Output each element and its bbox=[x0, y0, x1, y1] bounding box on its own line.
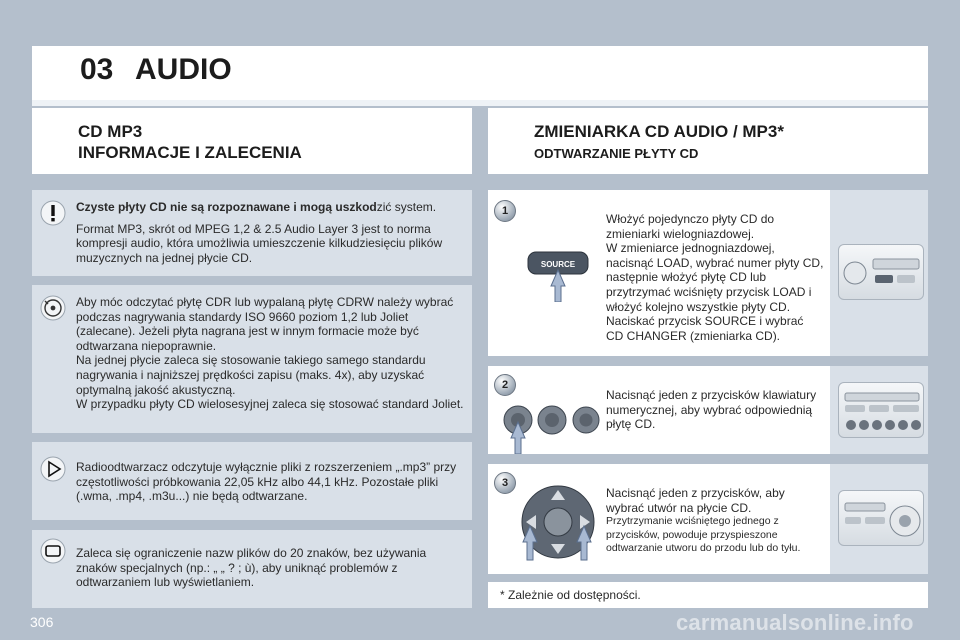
step-number-1: 1 bbox=[494, 200, 516, 222]
warning-lead-rest: zić system. bbox=[376, 200, 437, 214]
info-block-warning bbox=[32, 190, 472, 276]
navigation-device-illustration bbox=[838, 490, 924, 546]
step-number-2: 2 bbox=[494, 374, 516, 396]
right-subtitle: ODTWARZANIE PŁYTY CD bbox=[534, 146, 699, 161]
right-title: ZMIENIARKA CD AUDIO / MP3* bbox=[534, 122, 784, 141]
cd-paragraph-2: Na jednej płycie zaleca się stosowanie takiego samego standardu nagrywania i najniższej prędkości zapisu (maks. 4x), aby uzyskać optymalną jakość akustyczną. bbox=[76, 353, 426, 397]
cd-paragraph-1: Aby móc odczytać płytę CDR lub wypalaną płytę CDRW należy wybrać podczas nagrywania standardy ISO 9660 poziom 1,2 lub Joliet (zalecane). Jeżeli płyta nagrana jest w innym formacie może być odtwarzana niepoprawnie. bbox=[76, 295, 454, 353]
left-title-line2: INFORMACJE I ZALECENIA bbox=[78, 143, 302, 162]
source-button-label: SOURCE bbox=[540, 260, 576, 269]
arrow-keys-illustration bbox=[518, 482, 598, 562]
cd-disc-icon bbox=[38, 293, 68, 323]
footnote-panel bbox=[488, 582, 928, 608]
warning-exclamation-icon bbox=[38, 198, 68, 228]
step-3-panel bbox=[488, 464, 830, 574]
step-1-panel bbox=[488, 190, 830, 356]
left-title-line1: CD MP3 bbox=[78, 122, 143, 141]
cd-paragraph-3: W przypadku płyty CD wielosesyjnej zaleca się stosować standard Joliet. bbox=[76, 397, 464, 412]
filenames-paragraph: Zaleca się ograniczenie nazw plików do 20 znaków, bez używania znaków specjalnych (np.: „ „ ? ; ù), aby uniknąć problemów z odtwarzaniem lub wyświetlaniem. bbox=[76, 546, 427, 590]
warning-paragraph: Format MP3, skrót od MPEG 1,2 & 2.5 Audio Layer 3 jest to norma kompresji audio, która umożliwia umieszczenie kilkudziesięciu plików muzycznych na jednej płycie CD. bbox=[76, 221, 443, 265]
step-1-text: Włożyć pojedynczo płyty CD do zmieniarki wielogniazdowej. W zmieniarce jednogniazdowej, nacisnąć LOAD, wybrać numer płyty CD, następnie włożyć płytę CD lub przytrzymać wciśnięty przycisk LOAD i włożyć kolejno wszystkie płyty CD. Naciskać przycisk SOURCE i wybrać CD CHANGER (zmieniarka CD). bbox=[606, 212, 824, 343]
step-3-device-panel bbox=[830, 464, 928, 574]
chapter-number: 03 bbox=[80, 53, 114, 86]
mp3-paragraph: Radioodtwarzacz odczytuje wyłącznie pliki z rozszerzeniem „.mp3” przy częstotliwości próbkowania 22,05 kHz albo 44,1 kHz. Pozostałe pliki (.wma, .mp4, .m3u...) nie będą odtwarzane. bbox=[76, 460, 457, 504]
left-title-panel bbox=[32, 108, 472, 174]
chapter-header bbox=[32, 46, 928, 101]
header-divider bbox=[32, 100, 928, 106]
step-3-small-text: Przytrzymanie wciśniętego jednego z przycisków, powoduje przyspieszone odtwarzanie utworu do przodu lub do tyłu. bbox=[606, 515, 801, 555]
play-triangle-icon bbox=[38, 454, 68, 484]
step-number-3: 3 bbox=[494, 472, 516, 494]
info-block-mp3 bbox=[32, 442, 472, 520]
source-button-illustration bbox=[524, 246, 594, 302]
step-2-panel bbox=[488, 366, 830, 454]
watermark: carmanualsonline.info bbox=[676, 610, 914, 635]
keypad-device-illustration bbox=[838, 382, 924, 438]
warning-lead-bold: Czyste płyty CD nie są rozpoznawane i mogą uszkod bbox=[76, 200, 377, 214]
step-1-device-panel bbox=[830, 190, 928, 356]
page-number: 306 bbox=[30, 614, 54, 630]
display-screen-icon bbox=[38, 536, 68, 566]
footnote: * Zależnie od dostępności. bbox=[500, 588, 641, 602]
info-block-cd bbox=[32, 285, 472, 433]
step-2-text: Nacisnąć jeden z przycisków klawiatury numerycznej, aby wybrać odpowiednią płytę CD. bbox=[606, 388, 817, 432]
radio-device-illustration bbox=[838, 244, 924, 300]
step-2-device-panel bbox=[830, 366, 928, 454]
right-title-panel bbox=[488, 108, 928, 174]
chapter-title: AUDIO bbox=[135, 53, 232, 86]
numeric-keypad-illustration bbox=[500, 400, 600, 454]
step-3-text: Nacisnąć jeden z przycisków, aby wybrać utwór na płycie CD. bbox=[606, 486, 785, 515]
info-block-filenames bbox=[32, 530, 472, 608]
